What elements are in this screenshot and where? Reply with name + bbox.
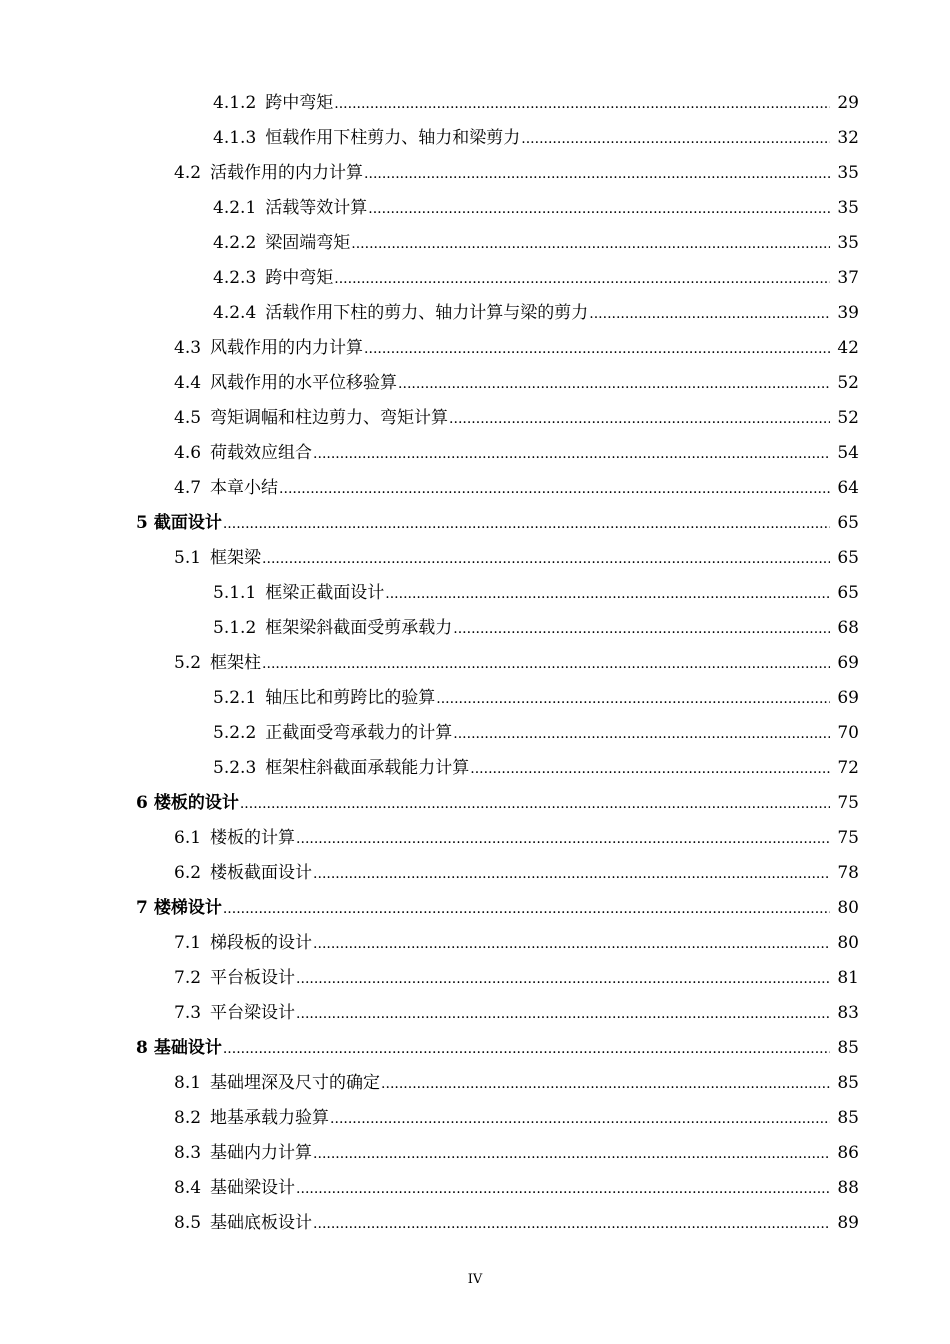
toc-entry[interactable] xyxy=(0,471,950,506)
toc-entry-number: 4.7 xyxy=(174,478,202,498)
toc-entry-title: 风载作用的内力计算 xyxy=(210,338,364,358)
toc-entry-page: 37 xyxy=(837,268,859,288)
toc-entry-number: 6 xyxy=(136,793,148,813)
toc-entry-page: 80 xyxy=(837,933,859,953)
toc-entry-page: 72 xyxy=(837,758,859,778)
toc-entry-title: 活载等效计算 xyxy=(265,198,368,218)
toc-entry[interactable] xyxy=(0,1206,950,1241)
toc-dot-leader xyxy=(330,1101,830,1136)
toc-entry-page: 89 xyxy=(837,1213,859,1233)
toc-entry-page: 70 xyxy=(837,723,859,743)
toc-entry-page: 68 xyxy=(837,618,859,638)
toc-entry-title: 活载作用的内力计算 xyxy=(210,163,364,183)
toc-entry-title: 梁固端弯矩 xyxy=(265,233,351,253)
toc-entry-page: 83 xyxy=(837,1003,859,1023)
toc-entry-title: 平台梁设计 xyxy=(210,1003,296,1023)
toc-entry-page: 39 xyxy=(837,303,859,323)
toc-entry-title: 楼梯设计 xyxy=(153,898,222,918)
toc-entry-page: 69 xyxy=(837,688,859,708)
toc-entry-title: 框架柱斜截面承载能力计算 xyxy=(265,758,470,778)
toc-entry[interactable] xyxy=(0,191,950,226)
toc-dot-leader xyxy=(453,611,830,646)
toc-entry-title: 截面设计 xyxy=(153,513,222,533)
toc-entry-number: 4.1.2 xyxy=(213,93,257,113)
toc-entry[interactable] xyxy=(0,716,950,751)
toc-dot-leader xyxy=(223,1031,830,1066)
toc-entry-number: 4.2 xyxy=(174,163,202,183)
toc-entry-page: 54 xyxy=(837,443,859,463)
toc-entry-number: 7.2 xyxy=(174,968,202,988)
toc-entry-page: 75 xyxy=(837,793,859,813)
toc-entry-page: 29 xyxy=(837,93,859,113)
toc-entry[interactable] xyxy=(0,1031,950,1066)
toc-entry-page: 32 xyxy=(837,128,859,148)
toc-dot-leader xyxy=(398,366,830,401)
toc-entry-number: 7.1 xyxy=(174,933,202,953)
toc-entry-number: 4.6 xyxy=(174,443,202,463)
toc-entry-page: 42 xyxy=(837,338,859,358)
toc-entry-title: 基础埋深及尺寸的确定 xyxy=(210,1073,381,1093)
toc-dot-leader xyxy=(351,226,830,261)
toc-entry-number: 8.2 xyxy=(174,1108,202,1128)
toc-entry-title: 基础梁设计 xyxy=(210,1178,296,1198)
toc-entry-title: 基础内力计算 xyxy=(210,1143,313,1163)
toc-entry[interactable] xyxy=(0,1101,950,1136)
toc-entry-number: 5.2.2 xyxy=(213,723,257,743)
toc-entry[interactable] xyxy=(0,611,950,646)
toc-entry[interactable] xyxy=(0,996,950,1031)
toc-entry[interactable] xyxy=(0,436,950,471)
toc-entry-number: 6.2 xyxy=(174,863,202,883)
toc-entry-page: 80 xyxy=(837,898,859,918)
toc-entry-number: 5 xyxy=(136,513,148,533)
toc-entry-title: 楼板的设计 xyxy=(153,793,239,813)
toc-entry-page: 86 xyxy=(837,1143,859,1163)
toc-dot-leader xyxy=(296,961,830,996)
toc-entry[interactable] xyxy=(0,226,950,261)
toc-entry[interactable] xyxy=(0,751,950,786)
toc-entry[interactable] xyxy=(0,961,950,996)
toc-entry[interactable] xyxy=(0,1136,950,1171)
toc-entry-title: 框梁正截面设计 xyxy=(265,583,385,603)
toc-entry[interactable] xyxy=(0,121,950,156)
toc-dot-leader xyxy=(296,1171,830,1206)
toc-entry-page: 88 xyxy=(837,1178,859,1198)
table-of-contents xyxy=(0,86,950,1241)
toc-entry-number: 5.1.1 xyxy=(213,583,257,603)
toc-entry-number: 4.4 xyxy=(174,373,202,393)
toc-entry-page: 35 xyxy=(837,233,859,253)
toc-entry-title: 框架梁 xyxy=(210,548,262,568)
toc-entry-title: 基础底板设计 xyxy=(210,1213,313,1233)
toc-entry-title: 梯段板的设计 xyxy=(210,933,313,953)
toc-entry[interactable] xyxy=(0,856,950,891)
toc-dot-leader xyxy=(262,541,830,576)
toc-entry[interactable] xyxy=(0,401,950,436)
toc-entry[interactable] xyxy=(0,1171,950,1206)
toc-entry-page: 65 xyxy=(837,583,859,603)
toc-dot-leader xyxy=(364,156,830,191)
toc-entry-number: 5.2 xyxy=(174,653,202,673)
toc-entry-title: 本章小结 xyxy=(210,478,279,498)
toc-entry-page: 52 xyxy=(837,408,859,428)
toc-entry[interactable] xyxy=(0,261,950,296)
toc-entry-page: 85 xyxy=(837,1108,859,1128)
toc-dot-leader xyxy=(334,261,830,296)
toc-entry-number: 7 xyxy=(136,898,148,918)
toc-dot-leader xyxy=(296,996,830,1031)
toc-entry-number: 7.3 xyxy=(174,1003,202,1023)
toc-dot-leader xyxy=(589,296,830,331)
toc-entry-page: 35 xyxy=(837,198,859,218)
toc-entry-number: 6.1 xyxy=(174,828,202,848)
toc-entry[interactable] xyxy=(0,86,950,121)
toc-dot-leader xyxy=(262,646,830,681)
toc-entry-number: 8.4 xyxy=(174,1178,202,1198)
toc-entry-title: 框架梁斜截面受剪承载力 xyxy=(265,618,453,638)
toc-entry-page: 75 xyxy=(837,828,859,848)
toc-entry-page: 65 xyxy=(837,513,859,533)
toc-entry-page: 69 xyxy=(837,653,859,673)
toc-dot-leader xyxy=(368,191,830,226)
toc-entry[interactable] xyxy=(0,366,950,401)
toc-entry-title: 风载作用的水平位移验算 xyxy=(210,373,398,393)
toc-entry-page: 81 xyxy=(837,968,859,988)
toc-entry-title: 楼板截面设计 xyxy=(210,863,313,883)
toc-dot-leader xyxy=(453,716,830,751)
toc-dot-leader xyxy=(313,436,830,471)
toc-entry[interactable] xyxy=(0,1066,950,1101)
toc-dot-leader xyxy=(313,926,830,961)
toc-entry-title: 基础设计 xyxy=(153,1038,222,1058)
toc-entry-number: 4.1.3 xyxy=(213,128,257,148)
toc-entry-number: 8.1 xyxy=(174,1073,202,1093)
toc-dot-leader xyxy=(436,681,830,716)
toc-entry[interactable] xyxy=(0,576,950,611)
toc-entry[interactable] xyxy=(0,891,950,926)
toc-entry-page: 85 xyxy=(837,1038,859,1058)
toc-entry-number: 5.1.2 xyxy=(213,618,257,638)
toc-entry-page: 65 xyxy=(837,548,859,568)
toc-entry-title: 平台板设计 xyxy=(210,968,296,988)
toc-entry-number: 4.2.3 xyxy=(213,268,257,288)
toc-dot-leader xyxy=(223,506,830,541)
toc-dot-leader xyxy=(296,821,830,856)
toc-entry[interactable] xyxy=(0,786,950,821)
toc-entry-number: 4.5 xyxy=(174,408,202,428)
page-number: IV xyxy=(467,1272,483,1287)
toc-entry-page: 85 xyxy=(837,1073,859,1093)
toc-entry-number: 5.2.1 xyxy=(213,688,257,708)
toc-entry-number: 5.1 xyxy=(174,548,202,568)
toc-dot-leader xyxy=(279,471,830,506)
toc-entry-number: 8.5 xyxy=(174,1213,202,1233)
toc-entry-title: 跨中弯矩 xyxy=(265,268,334,288)
toc-dot-leader xyxy=(364,331,830,366)
toc-entry[interactable] xyxy=(0,541,950,576)
toc-dot-leader xyxy=(470,751,830,786)
toc-dot-leader xyxy=(385,576,830,611)
toc-entry-title: 地基承载力验算 xyxy=(210,1108,330,1128)
toc-entry-number: 4.2.2 xyxy=(213,233,257,253)
toc-entry[interactable] xyxy=(0,926,950,961)
toc-entry-page: 35 xyxy=(837,163,859,183)
toc-dot-leader xyxy=(313,1206,830,1241)
toc-entry-title: 恒载作用下柱剪力、轴力和梁剪力 xyxy=(265,128,521,148)
toc-entry-title: 轴压比和剪跨比的验算 xyxy=(265,688,436,708)
toc-entry[interactable] xyxy=(0,821,950,856)
toc-dot-leader xyxy=(449,401,830,436)
toc-entry[interactable] xyxy=(0,506,950,541)
toc-dot-leader xyxy=(521,121,830,156)
toc-entry-number: 8.3 xyxy=(174,1143,202,1163)
toc-entry[interactable] xyxy=(0,156,950,191)
toc-entry[interactable] xyxy=(0,296,950,331)
toc-entry-number: 8 xyxy=(136,1038,148,1058)
toc-entry[interactable] xyxy=(0,681,950,716)
toc-dot-leader xyxy=(240,786,830,821)
toc-entry-title: 框架柱 xyxy=(210,653,262,673)
toc-entry-title: 弯矩调幅和柱边剪力、弯矩计算 xyxy=(210,408,449,428)
toc-dot-leader xyxy=(313,1136,830,1171)
toc-entry[interactable] xyxy=(0,646,950,681)
toc-entry-number: 4.2.4 xyxy=(213,303,257,323)
toc-entry-title: 活载作用下柱的剪力、轴力计算与梁的剪力 xyxy=(265,303,589,323)
toc-entry-number: 5.2.3 xyxy=(213,758,257,778)
toc-entry-title: 楼板的计算 xyxy=(210,828,296,848)
toc-entry-page: 78 xyxy=(837,863,859,883)
toc-entry[interactable] xyxy=(0,331,950,366)
toc-dot-leader xyxy=(313,856,830,891)
toc-entry-page: 52 xyxy=(837,373,859,393)
toc-dot-leader xyxy=(381,1066,830,1101)
toc-entry-title: 正截面受弯承载力的计算 xyxy=(265,723,453,743)
toc-entry-title: 跨中弯矩 xyxy=(265,93,334,113)
toc-dot-leader xyxy=(223,891,830,926)
toc-dot-leader xyxy=(334,86,830,121)
toc-entry-title: 荷载效应组合 xyxy=(210,443,313,463)
toc-entry-number: 4.2.1 xyxy=(213,198,257,218)
toc-entry-number: 4.3 xyxy=(174,338,202,358)
toc-entry-page: 64 xyxy=(837,478,859,498)
